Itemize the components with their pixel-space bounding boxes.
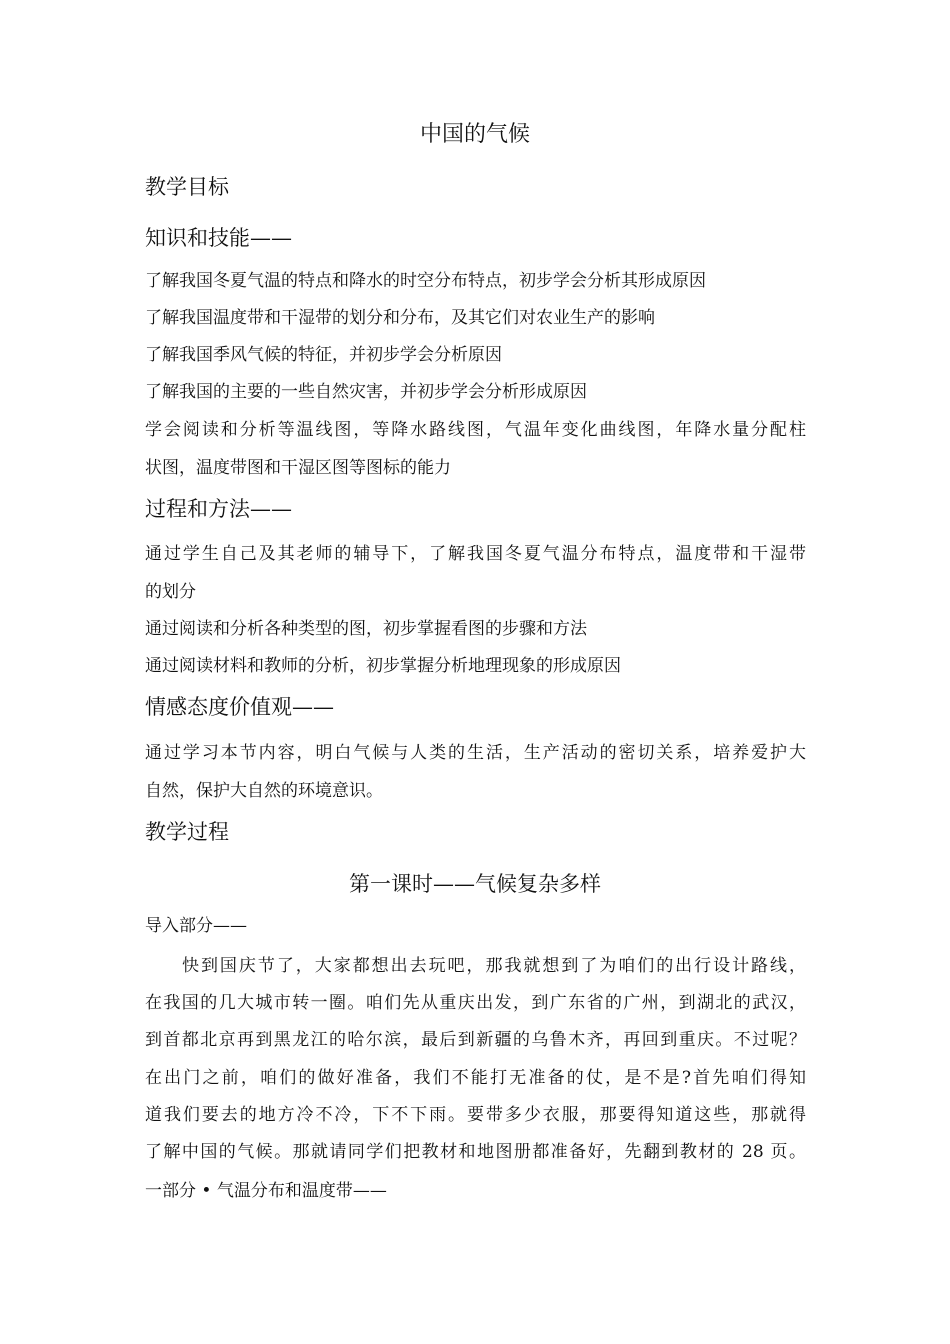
intro-heading: 导入部分—— [145,916,247,936]
document-title: 中国的气候 [419,122,530,147]
teaching-process-heading: 教学过程 [145,820,229,844]
intro-line: 在出门之前，咱们的做好准备，我们不能打无准备的仗，是不是?首先咱们得知 [145,1068,806,1088]
values-line: 通过学习本节内容，明白气候与人类的生活，生产活动的密切关系，培养爱护大 [145,743,806,763]
process-line: 通过学生自己及其老师的辅导下，了解我国冬夏气温分布特点，温度带和干湿带 [145,544,806,564]
lesson-title: 第一课时——气候复杂多样 [349,872,601,896]
intro-line: 快到国庆节了，大家都想出去玩吧，那我就想到了为咱们的出行设计路线， [182,956,806,976]
knowledge-line: 学会阅读和分析等温线图，等降水路线图，气温年变化曲线图，年降水量分配柱 [145,420,806,440]
knowledge-line: 状图，温度带图和干湿区图等图标的能力 [145,458,451,478]
process-line: 的划分 [145,582,196,602]
goals-heading: 教学目标 [145,175,229,199]
intro-line: 了解中国的气候。那就请同学们把教材和地图册都准备好，先翻到教材的 28 页。 [145,1142,806,1162]
part-one-heading: 一部分 • 气温分布和温度带—— [145,1181,387,1201]
process-line: 通过阅读材料和教师的分析，初步掌握分析地理现象的形成原因 [145,656,621,676]
values-heading: 情感态度价值观—— [145,695,334,719]
intro-line: 到首都北京再到黑龙江的哈尔滨，最后到新疆的乌鲁木齐，再回到重庆。不过呢？ [145,1030,806,1050]
values-line: 自然，保护大自然的环境意识。 [145,781,383,801]
knowledge-line: 了解我国冬夏气温的特点和降水的时空分布特点，初步学会分析其形成原因 [145,271,706,291]
knowledge-line: 了解我国季风气候的特征，并初步学会分析原因 [145,345,502,365]
process-line: 通过阅读和分析各种类型的图，初步掌握看图的步骤和方法 [145,619,587,639]
knowledge-line: 了解我国的主要的一些自然灾害，并初步学会分析形成原因 [145,382,587,402]
knowledge-line: 了解我国温度带和干湿带的划分和分布，及其它们对农业生产的影响 [145,308,655,328]
intro-line: 在我国的几大城市转一圈。咱们先从重庆出发，到广东省的广州，到湖北的武汉， [145,993,806,1013]
knowledge-heading: 知识和技能—— [145,226,292,250]
process-heading: 过程和方法—— [145,497,292,521]
intro-line: 道我们要去的地方冷不冷，下不下雨。要带多少衣服，那要得知道这些，那就得 [145,1105,806,1125]
